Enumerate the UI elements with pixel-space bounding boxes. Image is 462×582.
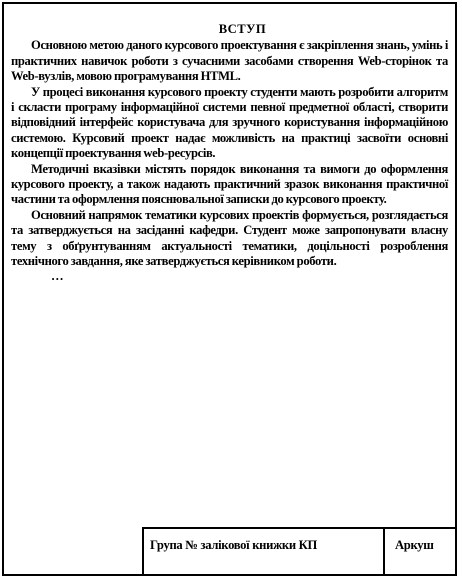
title-block-stamp <box>142 527 457 576</box>
stamp-sheet-caption: Аркуш <box>395 538 434 552</box>
document-body <box>11 22 448 282</box>
paragraph-2: У процесі виконання курсового проекту студенти мають розробити алгоритм і скласти програму інформаційної системи певної предметної області, створити відповідний інтерфейс користувача для зручного користування інформаційною системою. Курсовий проект надає можливість на практиці засвоїти основні концепції проектування web-ресурсів. <box>11 84 448 161</box>
paragraph-4: Основний напрямок тематики курсових проектів формується, розглядається та затверджується на засіданні кафедри. Студент може запропонувати власну тему з обґрунтуванням актуальності тематики, доцільності розроблення технічного завдання, яке затверджується керівником роботи. <box>11 207 448 269</box>
stamp-divider <box>383 529 385 576</box>
paragraph-3: Методичні вказівки містять порядок виконання та вимоги до оформлення курсового проекту, а також надають практичний зразок виконання практичної частини та оформлення пояснювальної записки до курсового проекту. <box>11 161 448 207</box>
page-title: ВСТУП <box>218 22 267 36</box>
stamp-group-caption: Група № залікової книжки КП <box>150 538 318 552</box>
continuation-ellipsis: … <box>51 268 64 283</box>
paragraph-1: Основною метою даного курсового проектування є закріплення знань, умінь і практичних навичок роботи з сучасними засобами створення Web-сторінок та Web-вузлів, мовою програмування HTML. <box>11 38 448 84</box>
